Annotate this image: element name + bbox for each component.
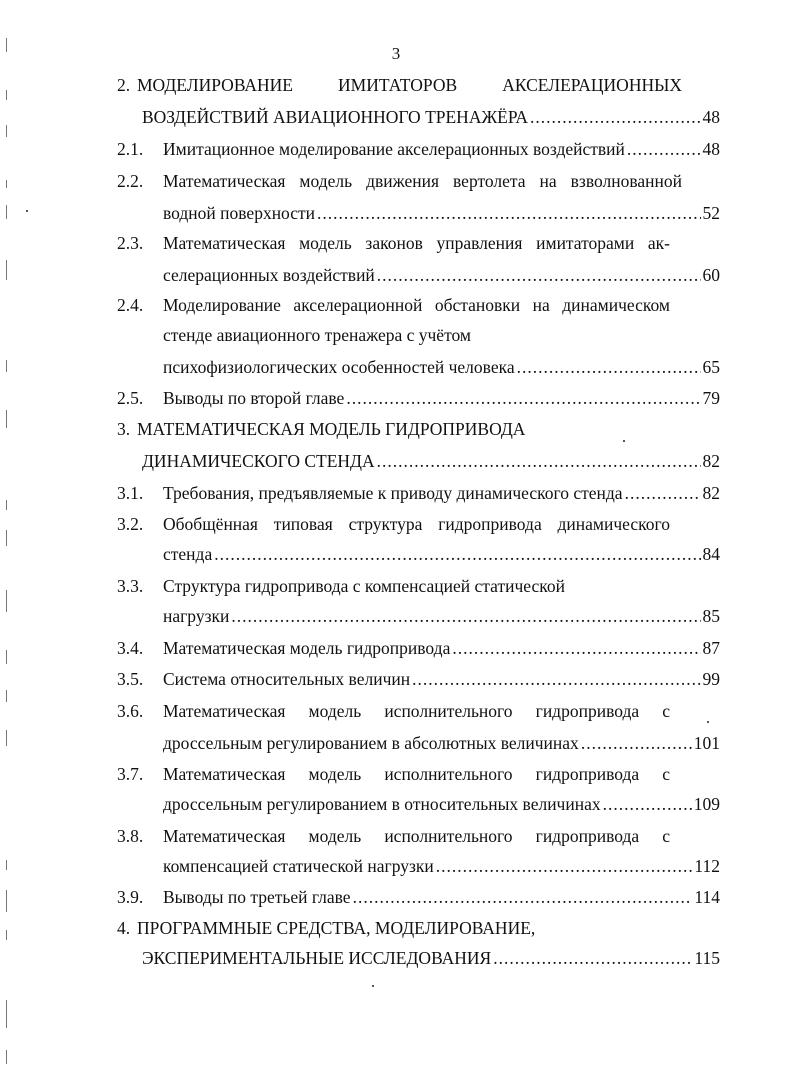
dot-leader bbox=[231, 604, 700, 628]
toc-entry-number: 2. bbox=[117, 75, 131, 95]
toc-entry-leader-line bbox=[163, 667, 720, 691]
toc-line bbox=[0, 636, 792, 660]
dot-leader bbox=[317, 201, 700, 225]
toc-entry-title-line: Выводы по третьей главе bbox=[163, 887, 351, 907]
toc-entry-page: 99 bbox=[702, 669, 720, 689]
toc-entry-title-line: дроссельным регулированием в относительных величинах bbox=[163, 794, 601, 814]
toc-entry-number: 2.2. bbox=[117, 171, 144, 191]
toc-entry-leader-line bbox=[163, 263, 720, 287]
toc-line bbox=[0, 231, 792, 255]
toc-entry-page: 60 bbox=[702, 265, 720, 285]
toc-line bbox=[0, 263, 792, 287]
dot-leader bbox=[436, 854, 693, 878]
toc-entry-number: 3. bbox=[117, 419, 131, 439]
toc-line bbox=[0, 604, 792, 628]
toc-entry-title-line: Математическая модель законов управления имитаторами ак- bbox=[163, 233, 670, 253]
toc-entry-leader-line bbox=[163, 137, 720, 161]
toc-entry-page: 79 bbox=[702, 388, 720, 408]
toc-entry-title-line: дроссельным регулированием в абсолютных величинах bbox=[163, 733, 579, 753]
toc-entry-page: 65 bbox=[702, 357, 720, 377]
toc-entry-title-line: ЭКСПЕРИМЕНТАЛЬНЫЕ ИССЛЕДОВАНИЯ bbox=[142, 948, 492, 968]
toc-entry-leader-line bbox=[163, 636, 720, 660]
toc-entry-title-line: стенда bbox=[163, 544, 213, 564]
toc-entry-title-line: ДИНАМИЧЕСКОГО СТЕНДА bbox=[142, 451, 375, 471]
toc-line bbox=[0, 201, 792, 225]
toc-entry-page: 52 bbox=[702, 203, 720, 223]
toc-entry-page: 115 bbox=[694, 948, 720, 968]
scan-speck bbox=[372, 985, 374, 987]
toc-entry-page: 85 bbox=[702, 606, 720, 626]
toc-line bbox=[0, 293, 792, 317]
toc-line bbox=[0, 355, 792, 379]
toc-entry-page: 109 bbox=[693, 794, 720, 814]
toc-entry-number: 3.3. bbox=[117, 576, 144, 596]
toc-entry-leader-line bbox=[163, 854, 720, 878]
dot-leader bbox=[493, 946, 692, 970]
dot-leader bbox=[377, 263, 701, 287]
toc-entry-title-line: МОДЕЛИРОВАНИЕ ИМИТАТОРОВ АКСЕЛЕРАЦИОННЫХ bbox=[137, 75, 682, 95]
toc-entry-page: 112 bbox=[694, 856, 720, 876]
toc-entry-leader-line bbox=[163, 481, 720, 505]
toc-line bbox=[0, 542, 792, 566]
toc-entry-title-line: ВОЗДЕЙСТВИЙ АВИАЦИОННОГО ТРЕНАЖЁРА bbox=[142, 107, 528, 127]
toc-entry-leader-line bbox=[163, 542, 720, 566]
toc-line bbox=[0, 137, 792, 161]
toc-entry-leader-line bbox=[163, 201, 720, 225]
toc-entry-title-line: Обобщённая типовая структура гидропривода динамического bbox=[163, 514, 670, 534]
toc-line bbox=[0, 667, 792, 691]
toc-entry-number: 2.5. bbox=[117, 388, 144, 408]
toc-entry-number: 3.2. bbox=[117, 514, 144, 534]
toc-entry-title-line: ПРОГРАММНЫЕ СРЕДСТВА, МОДЕЛИРОВАНИЕ, bbox=[137, 918, 536, 938]
toc-line bbox=[0, 386, 792, 410]
toc-line bbox=[0, 885, 792, 909]
toc-line bbox=[0, 449, 792, 473]
toc-entry-page: 48 bbox=[702, 139, 720, 159]
toc-entry-number: 2.1. bbox=[117, 139, 144, 159]
toc-entry-leader-line bbox=[163, 885, 720, 909]
toc-line bbox=[0, 824, 792, 848]
toc-line bbox=[0, 762, 792, 786]
toc-entry-leader-line bbox=[142, 946, 720, 970]
dot-leader bbox=[517, 355, 701, 379]
toc-entry-leader-line bbox=[163, 355, 720, 379]
toc-entry-number: 2.4. bbox=[117, 295, 144, 315]
dot-leader bbox=[353, 885, 693, 909]
toc-entry-number: 4. bbox=[117, 918, 131, 938]
toc-line bbox=[0, 699, 792, 723]
toc-entry-number: 3.9. bbox=[117, 887, 144, 907]
toc-entry-page: 87 bbox=[702, 638, 720, 658]
toc-entry-page: 82 bbox=[702, 451, 720, 471]
toc-line bbox=[0, 105, 792, 129]
toc-entry-title-line: Структура гидропривода с компенсацией статической bbox=[163, 576, 565, 596]
toc-line bbox=[0, 916, 792, 940]
toc-entry-number: 2.3. bbox=[117, 233, 144, 253]
toc-entry-leader-line bbox=[142, 105, 720, 129]
toc-line bbox=[0, 323, 792, 347]
toc-entry-title-line: селерационных воздействий bbox=[163, 265, 375, 285]
toc-entry-number: 3.5. bbox=[117, 669, 144, 689]
toc-entry-title-line: Выводы по второй главе bbox=[163, 388, 345, 408]
toc-entry-title-line: Требования, предъявляемые к приводу динамического стенда bbox=[163, 483, 623, 503]
toc-entry-page: 82 bbox=[702, 483, 720, 503]
toc-line bbox=[0, 731, 792, 755]
toc-line bbox=[0, 481, 792, 505]
toc-entry-page: 114 bbox=[694, 887, 720, 907]
toc-line bbox=[0, 574, 792, 598]
toc-entry-leader-line bbox=[163, 792, 720, 816]
toc-entry-leader-line bbox=[142, 449, 720, 473]
toc-line bbox=[0, 792, 792, 816]
dot-leader bbox=[346, 386, 700, 410]
dot-leader bbox=[581, 731, 692, 755]
toc-entry-title-line: Моделирование акселерационной обстановки на динамическом bbox=[163, 295, 670, 315]
dot-leader bbox=[452, 636, 700, 660]
dot-leader bbox=[603, 792, 692, 816]
toc-entry-page: 48 bbox=[702, 107, 720, 127]
toc-entry-number: 3.7. bbox=[117, 764, 144, 784]
toc-entry-number: 3.1. bbox=[117, 483, 144, 503]
dot-leader bbox=[412, 667, 700, 691]
toc-line bbox=[0, 169, 792, 193]
toc-entry-leader-line bbox=[163, 731, 720, 755]
dot-leader bbox=[627, 137, 701, 161]
toc-line bbox=[0, 946, 792, 970]
toc-entry-title-line: Математическая модель гидропривода bbox=[163, 638, 451, 658]
toc-entry-number: 3.6. bbox=[117, 701, 144, 721]
toc-entry-title-line: МАТЕМАТИЧЕСКАЯ МОДЕЛЬ ГИДРОПРИВОДА bbox=[137, 419, 526, 439]
toc-entry-page: 101 bbox=[693, 733, 720, 753]
toc-entry-title-line: психофизиологических особенностей человека bbox=[163, 357, 515, 377]
dot-leader bbox=[530, 105, 701, 129]
toc-entry-number: 3.8. bbox=[117, 826, 144, 846]
toc-entry-title-line: Математическая модель движения вертолета на взволнованной bbox=[163, 171, 682, 191]
toc-line bbox=[0, 854, 792, 878]
toc-entry-title-line: стенде авиационного тренажера с учётом bbox=[163, 325, 471, 345]
toc-entry-leader-line bbox=[163, 386, 720, 410]
toc-entry-title-line: компенсацией статической нагрузки bbox=[163, 856, 434, 876]
toc-entry-page: 84 bbox=[702, 544, 720, 564]
toc-entry-title-line: нагрузки bbox=[163, 606, 230, 626]
toc-entry-title-line: Имитационное моделирование акселерационных воздействий bbox=[163, 139, 625, 159]
toc-entry-title-line: водной поверхности bbox=[163, 203, 316, 223]
toc-entry-title-line: Математическая модель исполнительного гидропривода с bbox=[163, 826, 670, 846]
dot-leader bbox=[625, 481, 701, 505]
dot-leader bbox=[214, 542, 700, 566]
toc-entry-leader-line bbox=[163, 604, 720, 628]
dot-leader bbox=[377, 449, 701, 473]
toc-line bbox=[0, 417, 792, 441]
toc-entry-number: 3.4. bbox=[117, 638, 144, 658]
toc-entry-title-line: Система относительных величин bbox=[163, 669, 411, 689]
toc-line bbox=[0, 73, 792, 97]
page-number: 3 bbox=[391, 44, 401, 63]
toc-entry-title-line: Математическая модель исполнительного гидропривода с bbox=[163, 764, 670, 784]
toc-entry-title-line: Математическая модель исполнительного гидропривода с bbox=[163, 701, 670, 721]
toc-line bbox=[0, 512, 792, 536]
